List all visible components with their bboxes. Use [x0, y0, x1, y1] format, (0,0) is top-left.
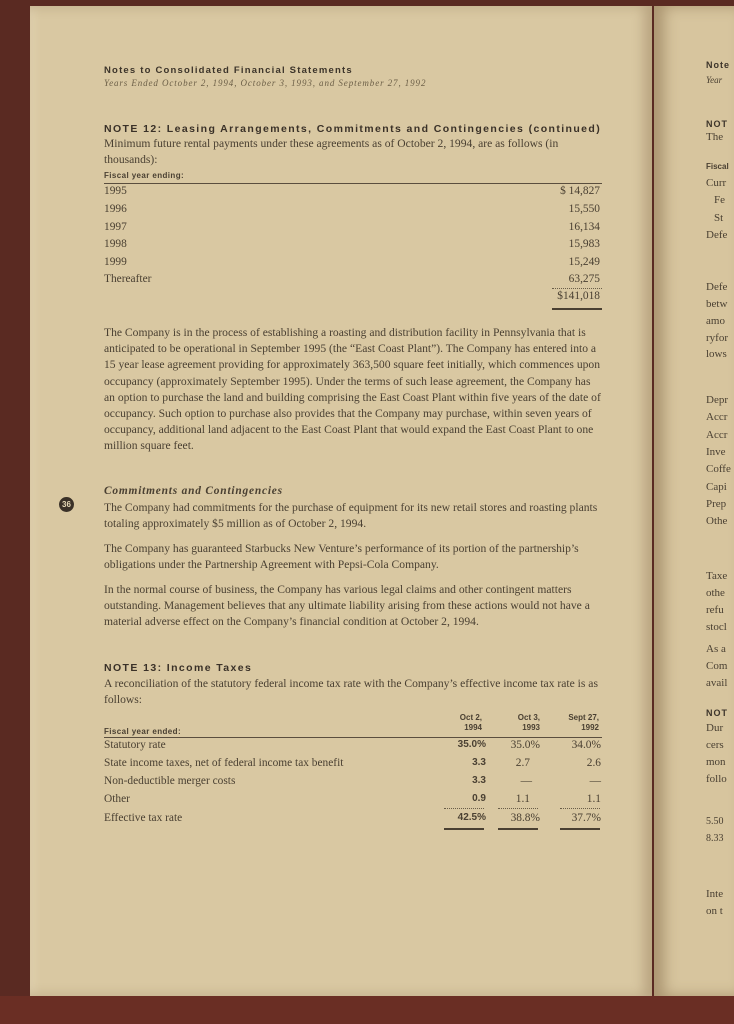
note13-heading: NOTE 13: Income Taxes [104, 662, 253, 674]
table-row: 1999 15,249 [104, 256, 600, 268]
column-header: Oct 2, 1994 [459, 713, 482, 732]
table-row: 1995 $ 14,827 [104, 185, 600, 197]
table-row: Other 0.9 1.1 1.1 [104, 793, 601, 805]
table-total-row: $141,018 [557, 290, 600, 302]
note13-table-label: Fiscal year ended: [104, 727, 182, 736]
table-total-row: Effective tax rate 42.5% 38.8% 37.7% [104, 812, 601, 824]
table-rule [104, 737, 602, 738]
total-rule [498, 828, 538, 830]
table-row: Statutory rate 35.0% 35.0% 34.0% [104, 739, 601, 751]
commitments-subheading: Commitments and Contingencies [104, 485, 283, 497]
table-row: Thereafter 63,275 [104, 273, 600, 285]
guarantee-paragraph: The Company has guaranteed Starbucks New Venture’s performance of its portion of the partnership’s obligations under the Partnership Agreement with Pepsi-Cola Company. [104, 542, 579, 572]
page-header-title: Notes to Consolidated Financial Statements [104, 65, 353, 76]
subtotal-rule [552, 288, 602, 289]
page-header-subtitle: Years Ended October 2, 1994, October 3, 1993, and September 27, 1992 [104, 78, 427, 88]
note12-heading: NOTE 12: Leasing Arrangements, Commitments and Contingencies (continued) [104, 123, 602, 135]
subtotal-rule [444, 808, 484, 809]
note12-intro: Minimum future rental payments under these agreements as of October 2, 1994, are as follows (in thousands): [104, 137, 559, 167]
table-row: 1998 15,983 [104, 238, 600, 250]
page-number-badge: 36 [59, 497, 74, 512]
commitments-paragraph: The Company had commitments for the purchase of equipment for its new retail stores and roasting plants totaling approximately $5 million as of October 2, 1994. [104, 501, 598, 531]
table-row: Non-deductible merger costs 3.3 — — [104, 775, 601, 787]
note12-table-label: Fiscal year ending: [104, 171, 185, 180]
column-header: Sept 27, 1992 [568, 713, 599, 732]
table-row: 1997 16,134 [104, 221, 600, 233]
total-rule [444, 828, 484, 830]
note13-intro: A reconciliation of the statutory federal income tax rate with the Company’s effective income tax rate is as follows: [104, 677, 598, 707]
table-row: State income taxes, net of federal income tax benefit 3.3 2.7 2.6 [104, 757, 601, 769]
table-rule [104, 183, 602, 184]
note12-paragraph: The Company is in the process of establishing a roasting and distribution facility in Pennsylvania that is anticipated to be operational in September 1995 (the “East Coast Plant”). The Company has entered into a 15 year lease agreement providing for approximately 363,500 square feet initially, which commences upon occupancy (approximately September 1995). Under the terms of such lease agreement, the Company has an option to purchase the land and building comprising the East Coast Plant within five years of the date of occupancy. Such option to purchase also provides that the Company may purchase, within seven years of occupancy, additional land adjacent to the East Coast Plant that would expand the East Coast Plant to one million square feet. [104, 326, 601, 453]
facing-page-text: Note Year NOT The Fiscal Curr Fe St Defe Defe betw amo ryfor lows Depr Accr Accr Inve Coffe Capi Prep Othe Taxe othe refu stocl As a Com avail NOT Dur cers mon follo 5.50 8.33 Inte on t [706, 60, 731, 917]
total-rule [552, 308, 602, 310]
column-header: Oct 3, 1993 [517, 713, 540, 732]
table-row: 1996 15,550 [104, 203, 600, 215]
subtotal-rule [498, 808, 538, 809]
total-rule [560, 828, 600, 830]
legal-paragraph: In the normal course of business, the Company has various legal claims and other contingent matters outstanding. Management believes that any ultimate liability arising from these actions would not have a material adverse effect on the Company’s financial condition at October 2, 1994. [104, 583, 590, 629]
binding-edge [0, 996, 734, 1024]
subtotal-rule [560, 808, 600, 809]
